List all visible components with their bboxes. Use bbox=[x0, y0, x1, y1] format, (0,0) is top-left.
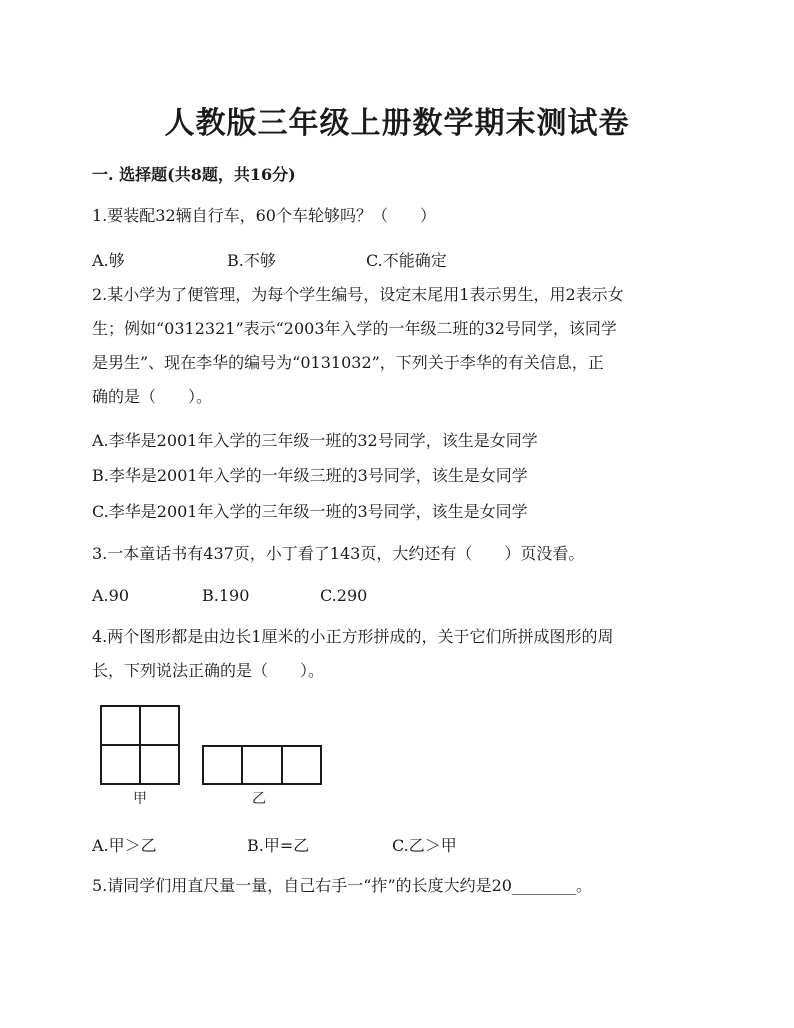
question-2-option-c: C.李华是2001年入学的三年级一班的3号同学，该生是女同学 bbox=[92, 502, 528, 521]
section-heading: 一. 选择题(共8题，共16分) bbox=[92, 165, 296, 184]
question-4-line: 长，下列说法正确的是（ ）。 bbox=[92, 661, 325, 680]
page-title: 人教版三年级上册数学期末测试卷 bbox=[164, 106, 630, 141]
option-c: C.乙＞甲 bbox=[392, 836, 457, 855]
question-2-line: 2.某小学为了便管理，为每个学生编号，设定末尾用1表示男生，用2表示女 bbox=[92, 285, 624, 304]
option-a: A.90 bbox=[92, 586, 129, 605]
option-b: B.不够 bbox=[227, 251, 276, 270]
question-1: 1.要装配32辆自行车，60个车轮够吗？（ ） bbox=[92, 206, 436, 225]
option-b: B.甲=乙 bbox=[247, 836, 310, 855]
question-2-line: 确的是（ ）。 bbox=[92, 387, 213, 406]
question-4-line: 4.两个图形都是由边长1厘米的小正方形拼成的，关于它们所拼成图形的周 bbox=[92, 627, 614, 646]
question-2 bbox=[92, 278, 702, 414]
question-2-option-b: B.李华是2001年入学的一年级三班的3号同学，该生是女同学 bbox=[92, 466, 528, 485]
figure-jia-grid bbox=[100, 705, 180, 785]
option-c: C.290 bbox=[320, 586, 368, 605]
question-2-line: 是男生”、现在李华的编号为“0131032”，下列关于李华的有关信息，正 bbox=[92, 353, 604, 372]
option-b: B.190 bbox=[202, 586, 250, 605]
question-5: 5.请同学们用直尺量一量，自己右手一“拃”的长度大约是20________。 bbox=[92, 876, 592, 895]
option-a: A.够 bbox=[92, 251, 125, 270]
question-2-option-a: A.李华是2001年入学的三年级一班的32号同学，该生是女同学 bbox=[92, 431, 538, 450]
question-4 bbox=[92, 620, 702, 688]
figure-jia-label: 甲 bbox=[133, 791, 147, 807]
figure-yi-strip bbox=[202, 745, 322, 785]
option-a: A.甲＞乙 bbox=[92, 836, 157, 855]
option-c: C.不能确定 bbox=[366, 251, 447, 270]
question-2-line: 生；例如“0312321”表示“2003年入学的一年级二班的32号同学，该同学 bbox=[92, 319, 617, 338]
question-3: 3.一本童话书有437页，小丁看了143页，大约还有（ ）页没看。 bbox=[92, 544, 585, 563]
figure-yi-label: 乙 bbox=[252, 791, 266, 807]
